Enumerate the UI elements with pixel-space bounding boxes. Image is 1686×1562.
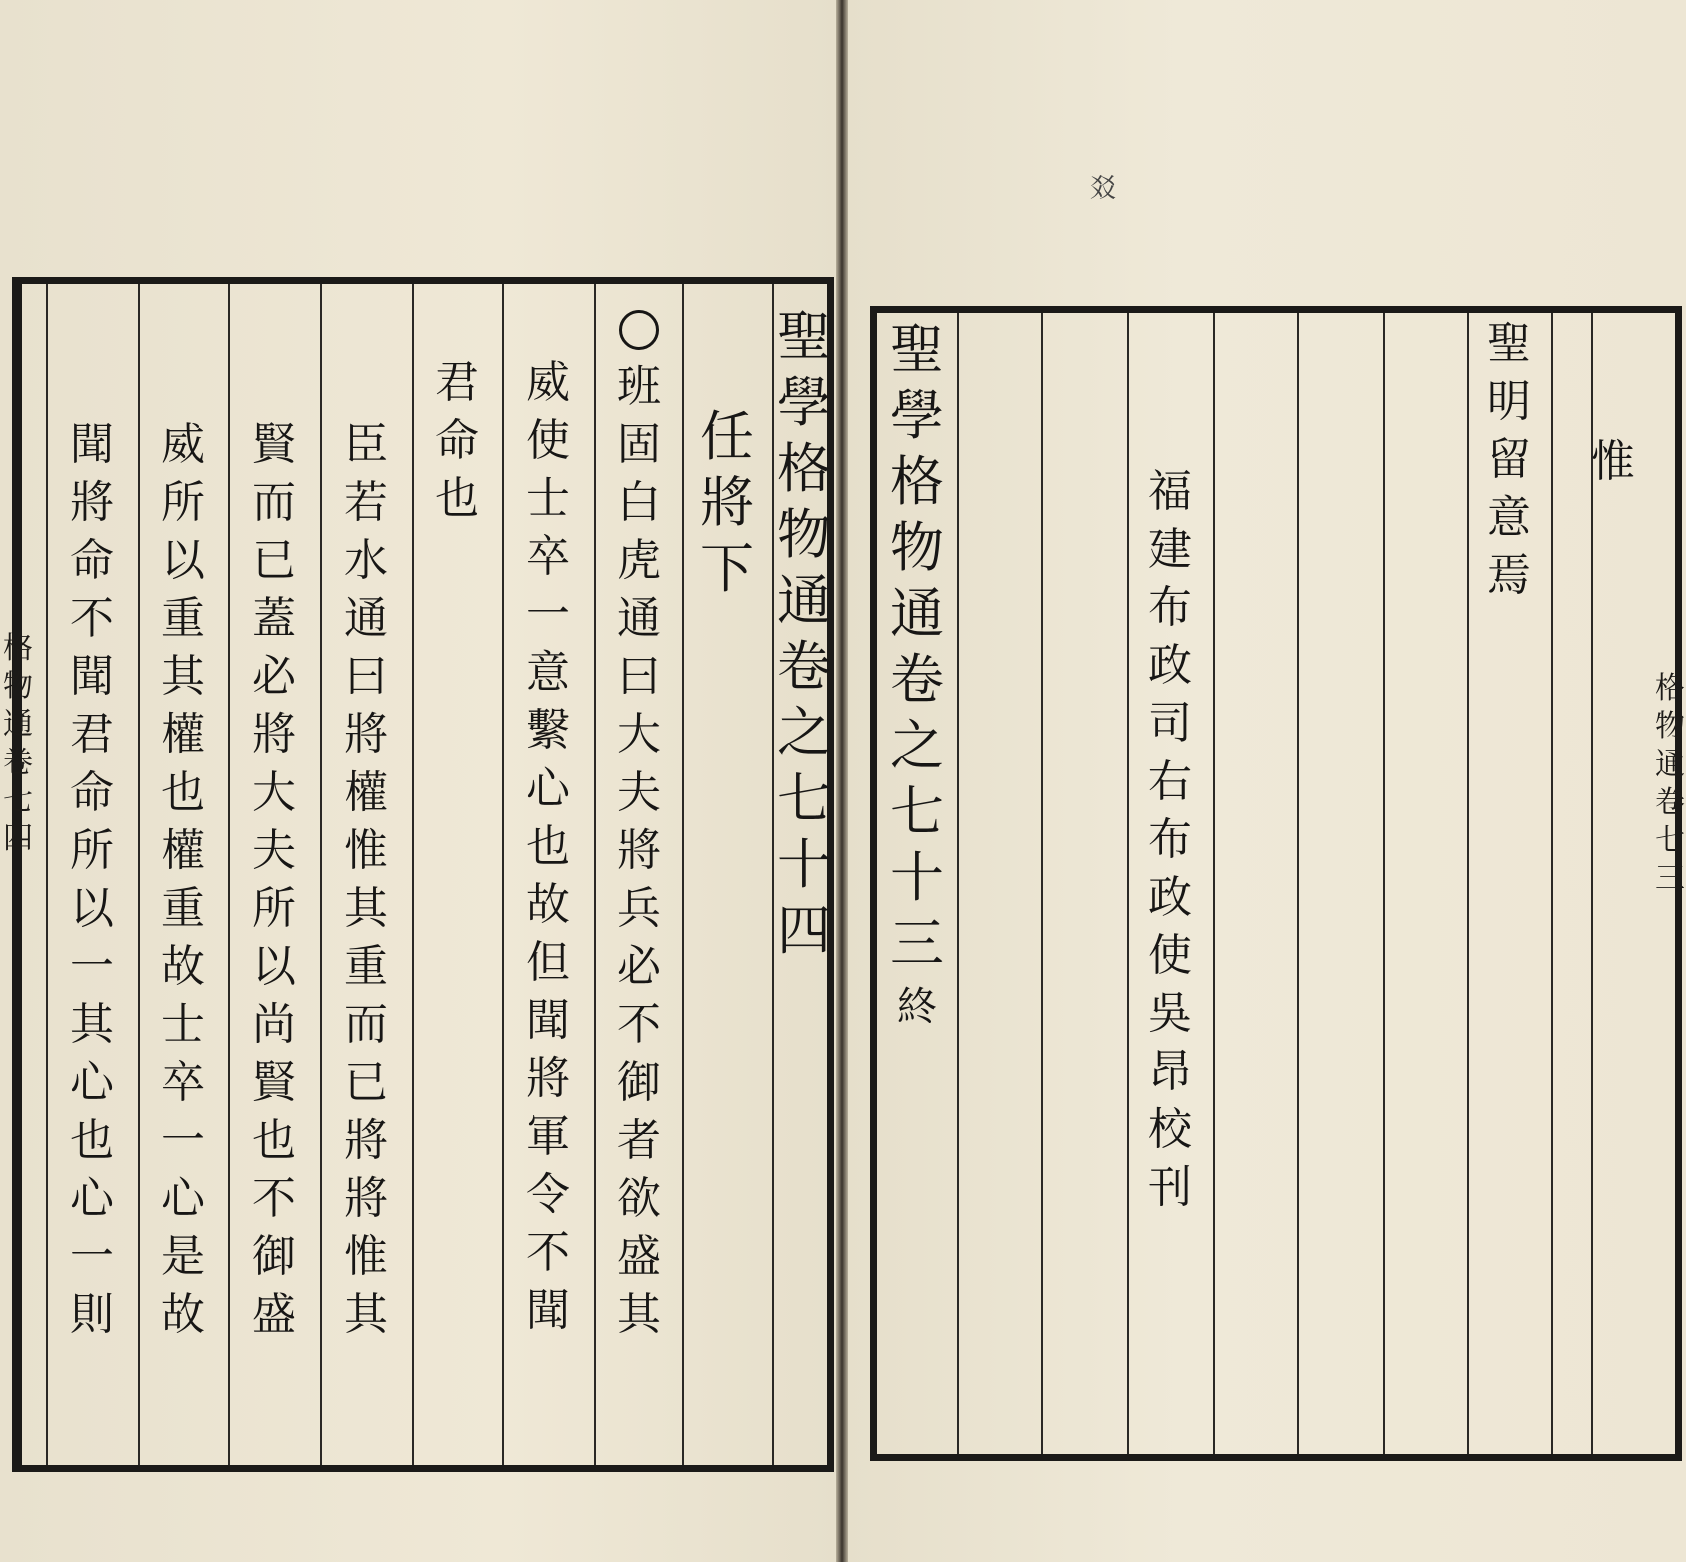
text-char: 令 [526, 1169, 570, 1220]
text-char: 賢 [252, 1057, 296, 1108]
credit-char: 司 [1148, 698, 1192, 749]
text-char: 權 [161, 709, 205, 760]
top-mark: 㸚 [1090, 174, 1117, 204]
text-column-5 [230, 416, 318, 1344]
text-char: 不 [617, 999, 661, 1050]
text-char: 通 [344, 593, 388, 644]
text-char: 也 [252, 1115, 296, 1166]
title-char: 通 [890, 582, 944, 645]
text-char: 將 [344, 1115, 388, 1166]
text-char: 也 [435, 473, 479, 524]
text-char: 夫 [617, 767, 661, 818]
spine-char: 物 [3, 669, 33, 704]
text-char: 但 [526, 937, 570, 988]
title-char: 學 [890, 384, 944, 447]
text-char: 重 [344, 941, 388, 992]
text-char: 卒 [526, 531, 570, 582]
credit-char: 布 [1148, 814, 1192, 865]
column-rule [1297, 313, 1299, 1454]
column-rule [1041, 313, 1043, 1454]
heading-char: 下 [700, 537, 754, 600]
title-char: 通 [777, 569, 831, 632]
title-char: 十 [890, 846, 944, 909]
text-char: 意 [526, 647, 570, 698]
spine-char: 物 [1655, 709, 1685, 744]
text-char: 將 [617, 825, 661, 876]
text-char: 士 [161, 999, 205, 1050]
text-char: 威 [161, 419, 205, 470]
spine-char: 三 [1655, 861, 1685, 896]
text-char: 蓋 [252, 593, 296, 644]
credit-char: 布 [1148, 582, 1192, 633]
text-char: 以 [161, 535, 205, 586]
volume-title [774, 304, 834, 964]
text-char: 不 [526, 1227, 570, 1278]
text-char: 將 [526, 1053, 570, 1104]
credit-char: 校 [1148, 1104, 1192, 1155]
text-char: 繫 [526, 705, 570, 756]
text-char: 心 [70, 1057, 114, 1108]
text-char: 故 [161, 1289, 205, 1340]
credit-char: 刊 [1148, 1162, 1192, 1213]
title-char: 聖 [777, 305, 831, 368]
column-rule [957, 313, 959, 1454]
text-column-2 [504, 354, 592, 1340]
text-char: 夫 [252, 825, 296, 876]
text-char: 其 [344, 1289, 388, 1340]
text-char: 其 [344, 883, 388, 934]
text-char: 聞 [526, 1285, 570, 1336]
text-char: 不 [252, 1173, 296, 1224]
text-char: 固 [617, 419, 661, 470]
spine-char: 卷 [1655, 785, 1685, 820]
text-char: 盛 [252, 1289, 296, 1340]
text-char: 權 [344, 767, 388, 818]
volume-title [879, 317, 955, 1037]
section-heading [684, 404, 770, 602]
paragraph-circle-mark [619, 310, 659, 350]
title-char: 格 [777, 437, 831, 500]
closing-char: 意 [1487, 492, 1531, 543]
text-char: 已 [252, 535, 296, 586]
text-char: 重 [161, 883, 205, 934]
text-char: 所 [161, 477, 205, 528]
title-char: 物 [777, 503, 831, 566]
text-char: 故 [161, 941, 205, 992]
spine-char: 四 [3, 821, 33, 856]
text-char: 士 [526, 473, 570, 524]
text-char: 兵 [617, 883, 661, 934]
column-rule [1383, 313, 1385, 1454]
text-char: 通 [617, 593, 661, 644]
heading-char: 將 [700, 471, 754, 534]
closing-char: 聖 [1487, 318, 1531, 369]
credit-char: 政 [1148, 640, 1192, 691]
text-char: 班 [617, 361, 661, 412]
text-column-1-body [617, 358, 661, 1344]
spine-char: 七 [1655, 823, 1685, 858]
credit-char: 使 [1148, 930, 1192, 981]
title-char: 之 [777, 701, 831, 764]
text-char: 虎 [617, 535, 661, 586]
text-char: 君 [435, 357, 479, 408]
title-char: 學 [777, 371, 831, 434]
volume-title-text [890, 317, 944, 977]
credit-char: 右 [1148, 756, 1192, 807]
column-rule [1213, 313, 1215, 1454]
text-column-4 [322, 416, 410, 1344]
text-char: 也 [526, 821, 570, 872]
text-char: 必 [252, 651, 296, 702]
text-char: 已 [344, 1057, 388, 1108]
text-char: 故 [526, 879, 570, 930]
text-char: 君 [70, 709, 114, 760]
credit-column [1127, 463, 1213, 1217]
text-char: 使 [526, 415, 570, 466]
credit-char: 昂 [1148, 1046, 1192, 1097]
text-char: 是 [161, 1231, 205, 1282]
heading-char: 任 [700, 405, 754, 468]
title-char: 七 [777, 767, 831, 830]
text-char: 所 [252, 883, 296, 934]
text-char: 卒 [161, 1057, 205, 1108]
text-column-1 [596, 298, 682, 1344]
title-char: 卷 [890, 648, 944, 711]
text-char: 而 [344, 999, 388, 1050]
spine-char: 通 [3, 707, 33, 742]
text-char: 聞 [70, 651, 114, 702]
credit-char: 政 [1148, 872, 1192, 923]
text-char: 也 [70, 1115, 114, 1166]
closing-column-1 [1553, 433, 1673, 491]
text-char: 重 [161, 593, 205, 644]
text-char: 曰 [344, 651, 388, 702]
text-char: 以 [70, 883, 114, 934]
text-char: 將 [252, 709, 296, 760]
end-mark: 終 [897, 984, 937, 1030]
book-gutter [836, 0, 848, 1562]
credit-char: 吳 [1148, 988, 1192, 1039]
text-char: 若 [344, 477, 388, 528]
closing-char: 明 [1487, 376, 1531, 427]
text-char: 大 [617, 709, 661, 760]
text-char: 其 [617, 1289, 661, 1340]
text-char: 一 [161, 1115, 205, 1166]
text-column-7 [48, 416, 136, 1344]
text-char: 所 [70, 825, 114, 876]
text-char: 一 [70, 941, 114, 992]
spine-char: 通 [1655, 747, 1685, 782]
title-char: 之 [890, 714, 944, 777]
title-char: 物 [890, 516, 944, 579]
text-char: 以 [252, 941, 296, 992]
title-char: 七 [890, 780, 944, 843]
text-char: 權 [161, 825, 205, 876]
text-char: 而 [252, 477, 296, 528]
text-char: 將 [344, 1173, 388, 1224]
text-char: 命 [435, 415, 479, 466]
text-char: 惟 [344, 825, 388, 876]
text-char: 白 [617, 477, 661, 528]
text-char: 將 [344, 709, 388, 760]
credit-char: 建 [1148, 524, 1192, 575]
text-char: 盛 [617, 1231, 661, 1282]
text-char: 賢 [252, 419, 296, 470]
text-char: 命 [70, 767, 114, 818]
text-char: 一 [70, 1231, 114, 1282]
text-char: 也 [161, 767, 205, 818]
spine-char: 格 [3, 631, 33, 666]
left-page-frame [12, 277, 834, 1472]
text-char: 不 [70, 593, 114, 644]
text-char: 欲 [617, 1173, 661, 1224]
text-char: 惟 [344, 1231, 388, 1282]
text-char: 一 [526, 589, 570, 640]
text-char: 尚 [252, 999, 296, 1050]
text-char: 心 [70, 1173, 114, 1224]
text-char: 聞 [70, 419, 114, 470]
text-char: 心 [161, 1173, 205, 1224]
text-char: 其 [161, 651, 205, 702]
right-page-frame [870, 306, 1682, 1461]
text-column-6 [140, 416, 226, 1344]
credit-char: 福 [1148, 466, 1192, 517]
spine-char: 格 [1655, 671, 1685, 706]
text-char: 命 [70, 535, 114, 586]
text-char: 心 [526, 763, 570, 814]
text-char: 大 [252, 767, 296, 818]
text-char: 御 [617, 1057, 661, 1108]
text-char: 軍 [526, 1111, 570, 1162]
title-char: 十 [777, 833, 831, 896]
closing-char: 留 [1487, 434, 1531, 485]
right-spine-label [1654, 670, 1686, 898]
text-char: 曰 [617, 651, 661, 702]
title-char: 三 [890, 912, 944, 975]
closing-char: 焉 [1487, 550, 1531, 601]
closing-column-2 [1467, 315, 1551, 605]
title-char: 格 [890, 450, 944, 513]
title-char: 聖 [890, 318, 944, 381]
spine-char: 卷 [3, 745, 33, 780]
text-char: 必 [617, 941, 661, 992]
text-char: 將 [70, 477, 114, 528]
text-char: 聞 [526, 995, 570, 1046]
text-char: 者 [617, 1115, 661, 1166]
left-spine-label [0, 630, 36, 858]
text-char: 御 [252, 1231, 296, 1282]
text-char: 其 [70, 999, 114, 1050]
text-char: 威 [526, 357, 570, 408]
text-char: 臣 [344, 419, 388, 470]
text-char: 水 [344, 535, 388, 586]
title-char: 卷 [777, 635, 831, 698]
text-column-3 [414, 354, 500, 528]
title-char: 四 [777, 899, 831, 962]
spine-char: 七 [3, 783, 33, 818]
closing-char: 惟 [1591, 436, 1635, 487]
text-char: 則 [70, 1289, 114, 1340]
